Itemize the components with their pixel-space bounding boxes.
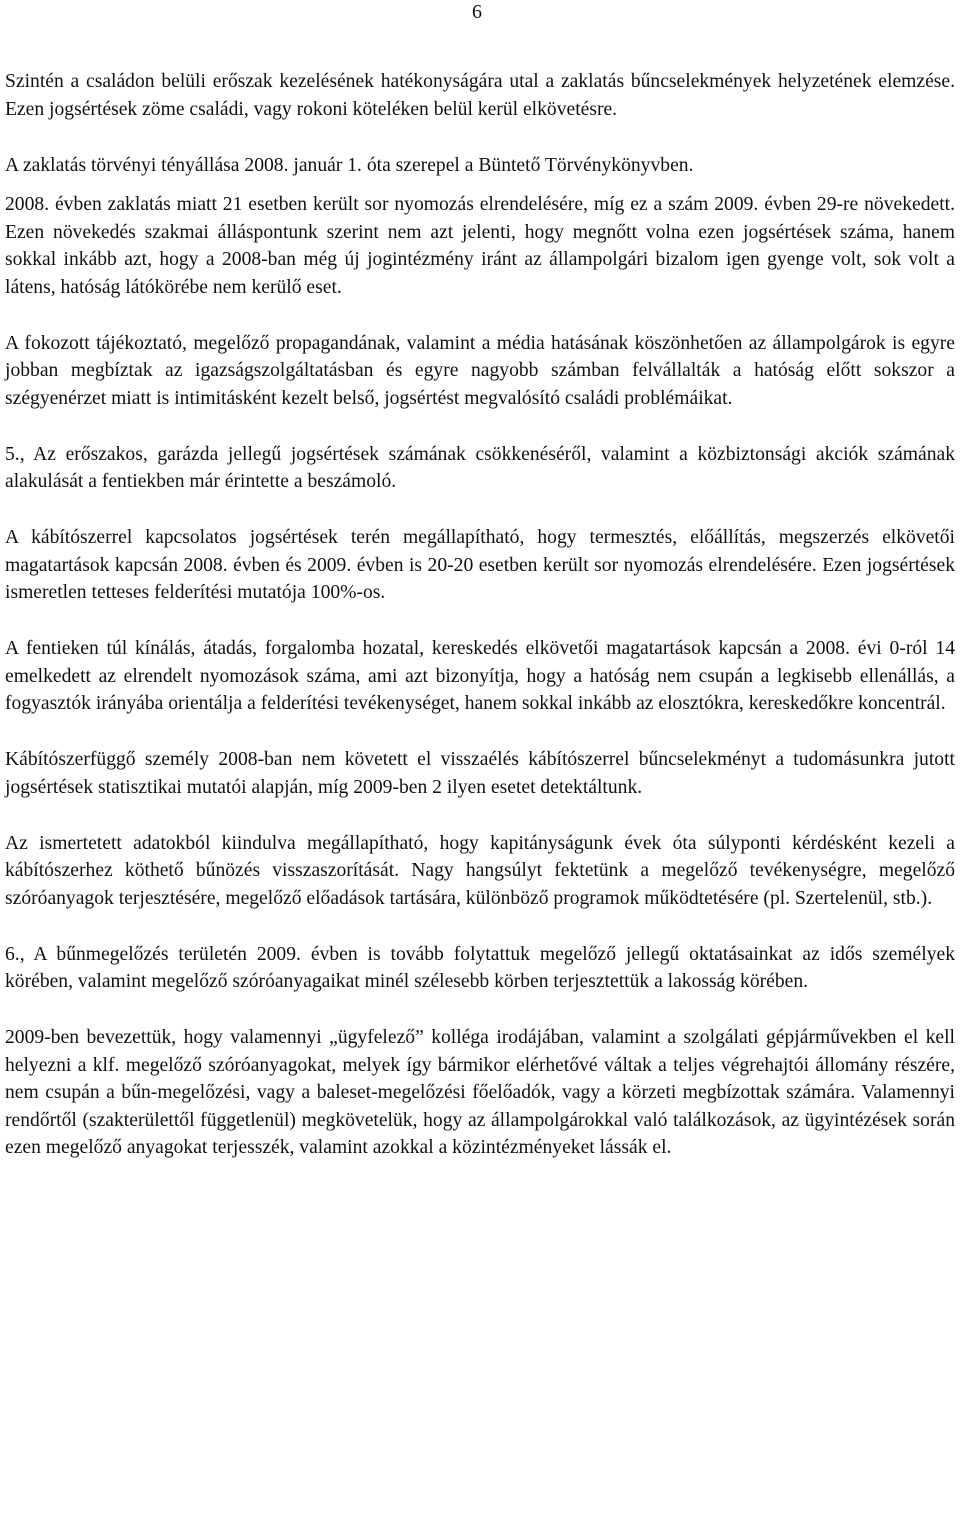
page-number: 6 — [472, 1, 482, 23]
paragraph-public-trust: A fokozott tájékoztató, megelőző propagandának, valamint a média hatásának köszönhetően az állampolgárok is egyre jobban megbíztak az igazságszolgáltatásban és egyre nagyobb számban felvállalták a hatóság előtt sokszor a szégyenérzet miatt is intimitásként kezelt belső, jogsértést megvalósító családi problémáikat. — [5, 332, 955, 409]
paragraph-addict-offences: Kábítószerfüggő személy 2008-ban nem követett el visszaélés kábítószerrel bűncselekményt a tudomásunkra jutott jogsértések statisztikai mutatói alapján, míg 2009-ben 2 ilyen esetet detektáltunk. — [5, 749, 955, 798]
paragraph-leaflets: 2009-ben bevezettük, hogy valamennyi „ügyfelező” kolléga irodájában, valamint a szolgálati gépjárművekben el kell helyezni a klf. megelőző szóróanyagokat, melyek így bármikor elérhetővé váltak a teljes végrehajtói állomány részére, nem csupán a bűn-megelőzési, vagy a baleset-megelőzési főelőadók, vagy a körzeti megbízottak számára. Valamennyi rendőrtől (szakterülettől függetlenül) megkövetelük, hogy az állampolgárokkal való találkozások, az ügyintézések során ezen megelőző anyagokat terjesszék, valamint azokkal a közintézményeket lássák el. — [5, 1027, 955, 1158]
paragraph-section-5: 5., Az erőszakos, garázda jellegű jogsértések számának csökkenéséről, valamint a közbiztonsági akciók számának alakulását a fentiekben már érintette a beszámoló. — [5, 443, 955, 492]
paragraph-drug-offences: A kábítószerrel kapcsolatos jogsértések terén megállapítható, hogy termesztés, előállítás, megszerzés elkövetői magatartások kapcsán 2008. évben és 2009. évben is 20-20 esetben került sor nyomozás elrendelésére. Ezen jogsértések ismeretlen tetteses felderítési mutatója 100%-os. — [5, 527, 955, 603]
paragraph-harassment-stats: 2008. évben zaklatás miatt 21 esetben került sor nyomozás elrendelésére, míg ez a szám 2009. évben 29-re növekedett. Ezen növekedés szakmai álláspontunk szerint nem azt jelenti, hogy megnőtt volna ezen jogsértések száma, hanem sokkal inkább azt, hogy a 2008-ban még új jogintézmény iránt az állampolgári bizalom igen gyenge volt, sok volt a látens, hatóság látókörébe nem kerülő eset. — [5, 194, 955, 298]
paragraph-drug-prevention: Az ismertetett adatokból kiindulva megállapítható, hogy kapitányságunk évek óta súlyponti kérdésként kezeli a kábítószerhez köthető bűnözés visszaszorítását. Nagy hangsúlyt fektetünk a megelőző tevékenységre, megelőző szóróanyagok terjesztésére, megelőző előadások tartására, különböző programok működtetésére (pl. Szertelenül, stb.). — [5, 832, 955, 909]
paragraph-drug-trade: A fentieken túl kínálás, átadás, forgalomba hozatal, kereskedés elkövetői magatartások kapcsán a 2008. évi 0-ról 14 emelkedett az elrendelt nyomozások száma, ami azt bizonyítja, hogy a hatóság nem csupán a legkisebb ellenállás, a fogyasztók irányába orientálja a felderítési tevékenységet, hanem sokkal inkább az elosztókra, kereskedőkre koncentrál. — [5, 638, 955, 714]
paragraph-harassment-intro: Szintén a családon belüli erőszak kezelésének hatékonyságára utal a zaklatás bűncselekmények helyzetének elemzése. Ezen jogsértések zöme családi, vagy rokoni köteléken belül kerül elkövetésre. — [5, 71, 955, 120]
paragraph-harassment-law: A zaklatás törvényi tényállása 2008. január 1. óta szerepel a Büntető Törvénykönyvben. — [5, 154, 694, 176]
document-body — [5, 68, 955, 1190]
paragraph-section-6: 6., A bűnmegelőzés területén 2009. évben is tovább folytattuk megelőző jellegű oktatásainkat az idős személyek körében, valamint megelőző szóróanyagaikat minél szélesebb körben terjesztettük a lakosság körében. — [5, 943, 955, 992]
